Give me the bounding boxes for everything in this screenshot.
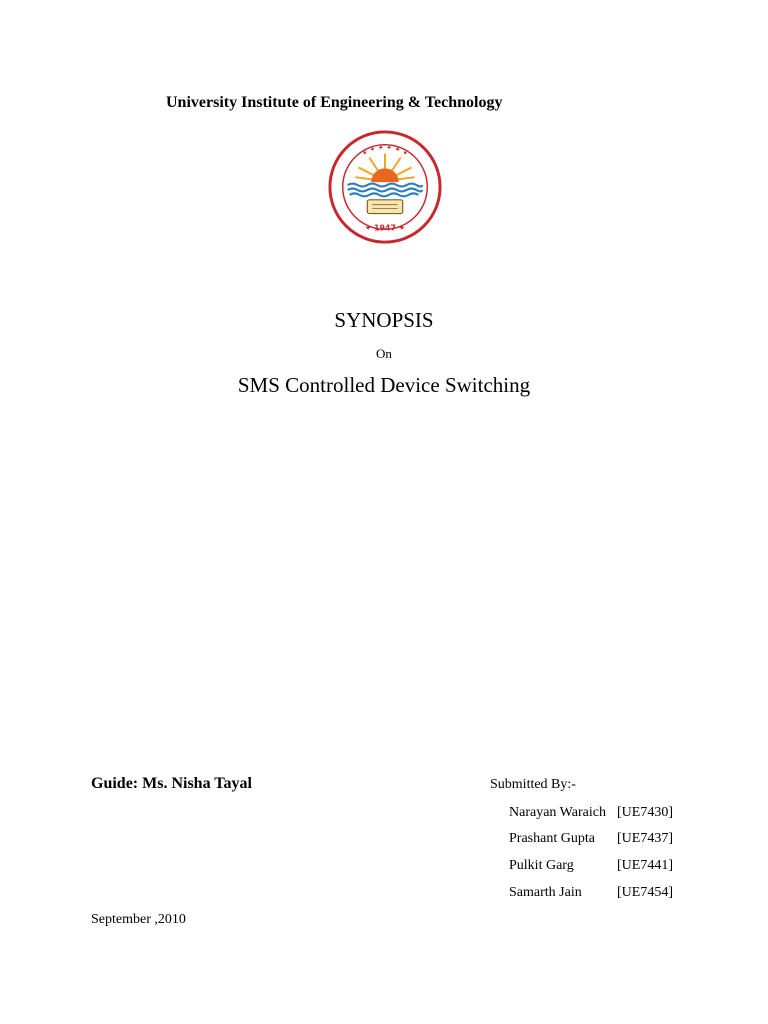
svg-text:✦ 1947 ✦: ✦ 1947 ✦ xyxy=(364,223,406,233)
book-scroll-icon xyxy=(367,200,402,214)
member-name: Pulkit Garg xyxy=(509,858,574,873)
member-name: Prashant Gupta xyxy=(509,831,595,846)
member-id: [UE7454] xyxy=(617,885,673,900)
institute-name: University Institute of Engineering & Technology xyxy=(166,94,503,111)
document-title: SYNOPSIS xyxy=(334,308,434,332)
title-connector: On xyxy=(376,346,392,361)
member-id: [UE7437] xyxy=(617,831,673,846)
member-id: [UE7430] xyxy=(617,805,673,820)
member-name: Samarth Jain xyxy=(509,885,582,900)
guide-label: Guide: Ms. Nisha Tayal xyxy=(91,775,252,792)
submitted-by-label: Submitted By:- xyxy=(490,777,576,792)
svg-text:✦ ✦ ✦ ✦ ✦ ✦: ✦ ✦ ✦ ✦ ✦ ✦ xyxy=(360,143,410,158)
member-name: Narayan Waraich xyxy=(509,805,606,820)
university-seal-logo xyxy=(326,128,444,246)
member-id: [UE7441] xyxy=(617,858,673,873)
submission-date: September ,2010 xyxy=(91,912,186,927)
project-title: SMS Controlled Device Switching xyxy=(237,373,531,397)
